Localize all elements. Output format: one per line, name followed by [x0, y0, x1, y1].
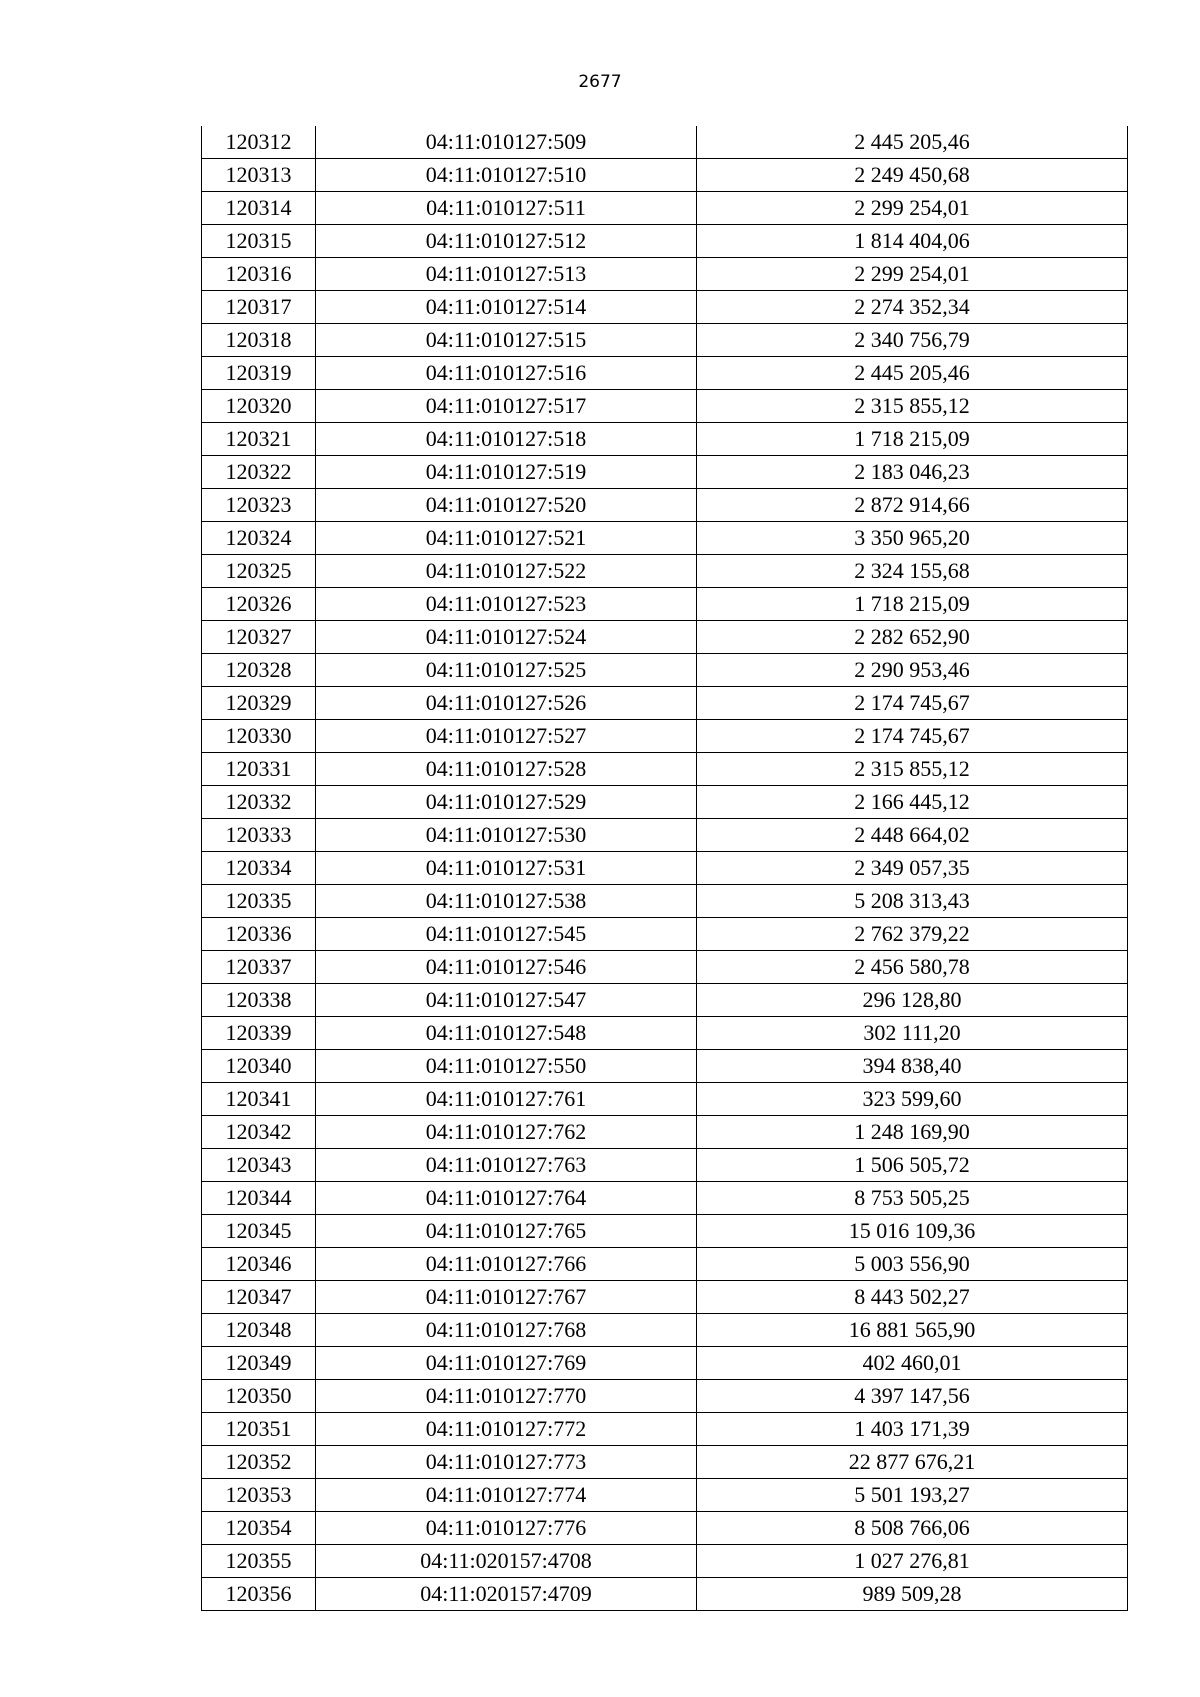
- cadastral-value-cell: 2 762 379,22: [697, 918, 1128, 951]
- cadastral-number-cell: 04:11:010127:762: [316, 1116, 697, 1149]
- cadastral-number-cell: 04:11:010127:514: [316, 291, 697, 324]
- table-row: [202, 423, 1128, 456]
- row-number-cell: 120329: [202, 687, 316, 720]
- table-body: [202, 126, 1128, 1611]
- table-row: [202, 1512, 1128, 1545]
- cadastral-value-cell: 989 509,28: [697, 1578, 1128, 1611]
- table-row: [202, 357, 1128, 390]
- table-row: [202, 1017, 1128, 1050]
- row-number-cell: 120325: [202, 555, 316, 588]
- cadastral-number-cell: 04:11:020157:4709: [316, 1578, 697, 1611]
- cadastral-value-cell: 2 174 745,67: [697, 687, 1128, 720]
- table-row: [202, 390, 1128, 423]
- table-row: [202, 1215, 1128, 1248]
- cadastral-value-cell: 2 274 352,34: [697, 291, 1128, 324]
- cadastral-number-cell: 04:11:010127:528: [316, 753, 697, 786]
- cadastral-number-cell: 04:11:010127:516: [316, 357, 697, 390]
- cadastral-number-cell: 04:11:010127:526: [316, 687, 697, 720]
- cadastral-value-cell: 2 445 205,46: [697, 357, 1128, 390]
- cadastral-value-cell: 2 282 652,90: [697, 621, 1128, 654]
- cadastral-value-cell: 2 349 057,35: [697, 852, 1128, 885]
- cadastral-value-cell: 16 881 565,90: [697, 1314, 1128, 1347]
- cadastral-number-cell: 04:11:010127:774: [316, 1479, 697, 1512]
- row-number-cell: 120336: [202, 918, 316, 951]
- row-number-cell: 120331: [202, 753, 316, 786]
- cadastral-value-table: [201, 126, 1128, 1611]
- cadastral-number-cell: 04:11:010127:538: [316, 885, 697, 918]
- cadastral-value-cell: 1 403 171,39: [697, 1413, 1128, 1446]
- table-row: [202, 1545, 1128, 1578]
- cadastral-value-cell: 2 315 855,12: [697, 753, 1128, 786]
- cadastral-value-cell: 2 249 450,68: [697, 159, 1128, 192]
- row-number-cell: 120319: [202, 357, 316, 390]
- row-number-cell: 120353: [202, 1479, 316, 1512]
- row-number-cell: 120322: [202, 456, 316, 489]
- cadastral-number-cell: 04:11:010127:546: [316, 951, 697, 984]
- cadastral-value-cell: 2 324 155,68: [697, 555, 1128, 588]
- row-number-cell: 120320: [202, 390, 316, 423]
- row-number-cell: 120352: [202, 1446, 316, 1479]
- table-row: [202, 918, 1128, 951]
- cadastral-number-cell: 04:11:010127:761: [316, 1083, 697, 1116]
- row-number-cell: 120323: [202, 489, 316, 522]
- cadastral-value-cell: 323 599,60: [697, 1083, 1128, 1116]
- cadastral-number-cell: 04:11:010127:763: [316, 1149, 697, 1182]
- row-number-cell: 120312: [202, 126, 316, 159]
- table-row: [202, 753, 1128, 786]
- cadastral-value-cell: 302 111,20: [697, 1017, 1128, 1050]
- cadastral-number-cell: 04:11:010127:529: [316, 786, 697, 819]
- row-number-cell: 120333: [202, 819, 316, 852]
- table-row: [202, 852, 1128, 885]
- cadastral-number-cell: 04:11:010127:545: [316, 918, 697, 951]
- row-number-cell: 120321: [202, 423, 316, 456]
- table-row: [202, 291, 1128, 324]
- cadastral-value-cell: 2 290 953,46: [697, 654, 1128, 687]
- table-row: [202, 621, 1128, 654]
- cadastral-value-cell: 402 460,01: [697, 1347, 1128, 1380]
- table-row: [202, 1083, 1128, 1116]
- row-number-cell: 120330: [202, 720, 316, 753]
- row-number-cell: 120314: [202, 192, 316, 225]
- cadastral-number-cell: 04:11:010127:512: [316, 225, 697, 258]
- cadastral-value-cell: 22 877 676,21: [697, 1446, 1128, 1479]
- table-row: [202, 192, 1128, 225]
- row-number-cell: 120349: [202, 1347, 316, 1380]
- table-row: [202, 984, 1128, 1017]
- page-number: 2677: [578, 72, 622, 92]
- cadastral-value-cell: 296 128,80: [697, 984, 1128, 1017]
- table-row: [202, 159, 1128, 192]
- cadastral-value-cell: 1 506 505,72: [697, 1149, 1128, 1182]
- row-number-cell: 120343: [202, 1149, 316, 1182]
- table-row: [202, 1446, 1128, 1479]
- cadastral-value-cell: 8 443 502,27: [697, 1281, 1128, 1314]
- row-number-cell: 120341: [202, 1083, 316, 1116]
- table-row: [202, 786, 1128, 819]
- cadastral-value-cell: 5 501 193,27: [697, 1479, 1128, 1512]
- row-number-cell: 120327: [202, 621, 316, 654]
- table-row: [202, 1281, 1128, 1314]
- cadastral-number-cell: 04:11:010127:517: [316, 390, 697, 423]
- cadastral-value-cell: 2 456 580,78: [697, 951, 1128, 984]
- cadastral-number-cell: 04:11:010127:510: [316, 159, 697, 192]
- cadastral-number-cell: 04:11:010127:764: [316, 1182, 697, 1215]
- cadastral-number-cell: 04:11:010127:513: [316, 258, 697, 291]
- table-row: [202, 720, 1128, 753]
- table-row: [202, 1578, 1128, 1611]
- cadastral-number-cell: 04:11:010127:519: [316, 456, 697, 489]
- cadastral-number-cell: 04:11:010127:524: [316, 621, 697, 654]
- cadastral-number-cell: 04:11:010127:523: [316, 588, 697, 621]
- cadastral-value-cell: 1 718 215,09: [697, 588, 1128, 621]
- cadastral-value-cell: 4 397 147,56: [697, 1380, 1128, 1413]
- cadastral-number-cell: 04:11:010127:530: [316, 819, 697, 852]
- cadastral-number-cell: 04:11:010127:766: [316, 1248, 697, 1281]
- row-number-cell: 120344: [202, 1182, 316, 1215]
- table-row: [202, 1380, 1128, 1413]
- table-row: [202, 1182, 1128, 1215]
- cadastral-value-cell: 2 183 046,23: [697, 456, 1128, 489]
- cadastral-value-cell: 1 718 215,09: [697, 423, 1128, 456]
- cadastral-value-cell: 1 027 276,81: [697, 1545, 1128, 1578]
- cadastral-value-cell: 2 340 756,79: [697, 324, 1128, 357]
- row-number-cell: 120354: [202, 1512, 316, 1545]
- table-row: [202, 885, 1128, 918]
- cadastral-number-cell: 04:11:010127:548: [316, 1017, 697, 1050]
- table-row: [202, 225, 1128, 258]
- row-number-cell: 120338: [202, 984, 316, 1017]
- cadastral-value-cell: 8 753 505,25: [697, 1182, 1128, 1215]
- cadastral-number-cell: 04:11:010127:531: [316, 852, 697, 885]
- table-row: [202, 819, 1128, 852]
- table-row: [202, 1149, 1128, 1182]
- table-row: [202, 1248, 1128, 1281]
- table-row: [202, 522, 1128, 555]
- cadastral-number-cell: 04:11:010127:515: [316, 324, 697, 357]
- cadastral-number-cell: 04:11:010127:550: [316, 1050, 697, 1083]
- table-row: [202, 489, 1128, 522]
- cadastral-number-cell: 04:11:010127:509: [316, 126, 697, 159]
- cadastral-value-cell: 5 003 556,90: [697, 1248, 1128, 1281]
- cadastral-number-cell: 04:11:010127:547: [316, 984, 697, 1017]
- cadastral-value-cell: 2 448 664,02: [697, 819, 1128, 852]
- cadastral-number-cell: 04:11:010127:770: [316, 1380, 697, 1413]
- row-number-cell: 120316: [202, 258, 316, 291]
- row-number-cell: 120324: [202, 522, 316, 555]
- table-row: [202, 951, 1128, 984]
- row-number-cell: 120335: [202, 885, 316, 918]
- cadastral-value-cell: 2 315 855,12: [697, 390, 1128, 423]
- table-row: [202, 1347, 1128, 1380]
- cadastral-value-cell: 2 445 205,46: [697, 126, 1128, 159]
- row-number-cell: 120334: [202, 852, 316, 885]
- row-number-cell: 120345: [202, 1215, 316, 1248]
- table-row: [202, 1050, 1128, 1083]
- row-number-cell: 120348: [202, 1314, 316, 1347]
- row-number-cell: 120350: [202, 1380, 316, 1413]
- cadastral-value-cell: 394 838,40: [697, 1050, 1128, 1083]
- table-row: [202, 1479, 1128, 1512]
- row-number-cell: 120347: [202, 1281, 316, 1314]
- row-number-cell: 120337: [202, 951, 316, 984]
- cadastral-number-cell: 04:11:010127:525: [316, 654, 697, 687]
- table-row: [202, 324, 1128, 357]
- cadastral-value-cell: 15 016 109,36: [697, 1215, 1128, 1248]
- table-row: [202, 588, 1128, 621]
- row-number-cell: 120339: [202, 1017, 316, 1050]
- cadastral-number-cell: 04:11:010127:769: [316, 1347, 697, 1380]
- cadastral-number-cell: 04:11:010127:527: [316, 720, 697, 753]
- cadastral-number-cell: 04:11:010127:520: [316, 489, 697, 522]
- cadastral-value-cell: 2 174 745,67: [697, 720, 1128, 753]
- cadastral-value-cell: 2 872 914,66: [697, 489, 1128, 522]
- table-row: [202, 456, 1128, 489]
- cadastral-value-cell: 5 208 313,43: [697, 885, 1128, 918]
- row-number-cell: 120355: [202, 1545, 316, 1578]
- row-number-cell: 120342: [202, 1116, 316, 1149]
- cadastral-value-cell: 2 299 254,01: [697, 192, 1128, 225]
- table-row: [202, 687, 1128, 720]
- table-row: [202, 126, 1128, 159]
- table-row: [202, 258, 1128, 291]
- table-row: [202, 1413, 1128, 1446]
- row-number-cell: 120356: [202, 1578, 316, 1611]
- row-number-cell: 120332: [202, 786, 316, 819]
- cadastral-value-cell: 2 299 254,01: [697, 258, 1128, 291]
- table-row: [202, 1116, 1128, 1149]
- cadastral-number-cell: 04:11:020157:4708: [316, 1545, 697, 1578]
- row-number-cell: 120351: [202, 1413, 316, 1446]
- row-number-cell: 120340: [202, 1050, 316, 1083]
- table-row: [202, 1314, 1128, 1347]
- row-number-cell: 120313: [202, 159, 316, 192]
- row-number-cell: 120318: [202, 324, 316, 357]
- row-number-cell: 120328: [202, 654, 316, 687]
- table-row: [202, 654, 1128, 687]
- cadastral-value-cell: 1 248 169,90: [697, 1116, 1128, 1149]
- cadastral-value-cell: 1 814 404,06: [697, 225, 1128, 258]
- cadastral-number-cell: 04:11:010127:521: [316, 522, 697, 555]
- cadastral-number-cell: 04:11:010127:772: [316, 1413, 697, 1446]
- cadastral-number-cell: 04:11:010127:773: [316, 1446, 697, 1479]
- row-number-cell: 120346: [202, 1248, 316, 1281]
- row-number-cell: 120317: [202, 291, 316, 324]
- cadastral-number-cell: 04:11:010127:768: [316, 1314, 697, 1347]
- row-number-cell: 120326: [202, 588, 316, 621]
- cadastral-value-cell: 2 166 445,12: [697, 786, 1128, 819]
- cadastral-number-cell: 04:11:010127:511: [316, 192, 697, 225]
- cadastral-number-cell: 04:11:010127:522: [316, 555, 697, 588]
- cadastral-number-cell: 04:11:010127:765: [316, 1215, 697, 1248]
- table-row: [202, 555, 1128, 588]
- cadastral-number-cell: 04:11:010127:518: [316, 423, 697, 456]
- cadastral-value-cell: 8 508 766,06: [697, 1512, 1128, 1545]
- row-number-cell: 120315: [202, 225, 316, 258]
- cadastral-value-cell: 3 350 965,20: [697, 522, 1128, 555]
- cadastral-number-cell: 04:11:010127:767: [316, 1281, 697, 1314]
- cadastral-number-cell: 04:11:010127:776: [316, 1512, 697, 1545]
